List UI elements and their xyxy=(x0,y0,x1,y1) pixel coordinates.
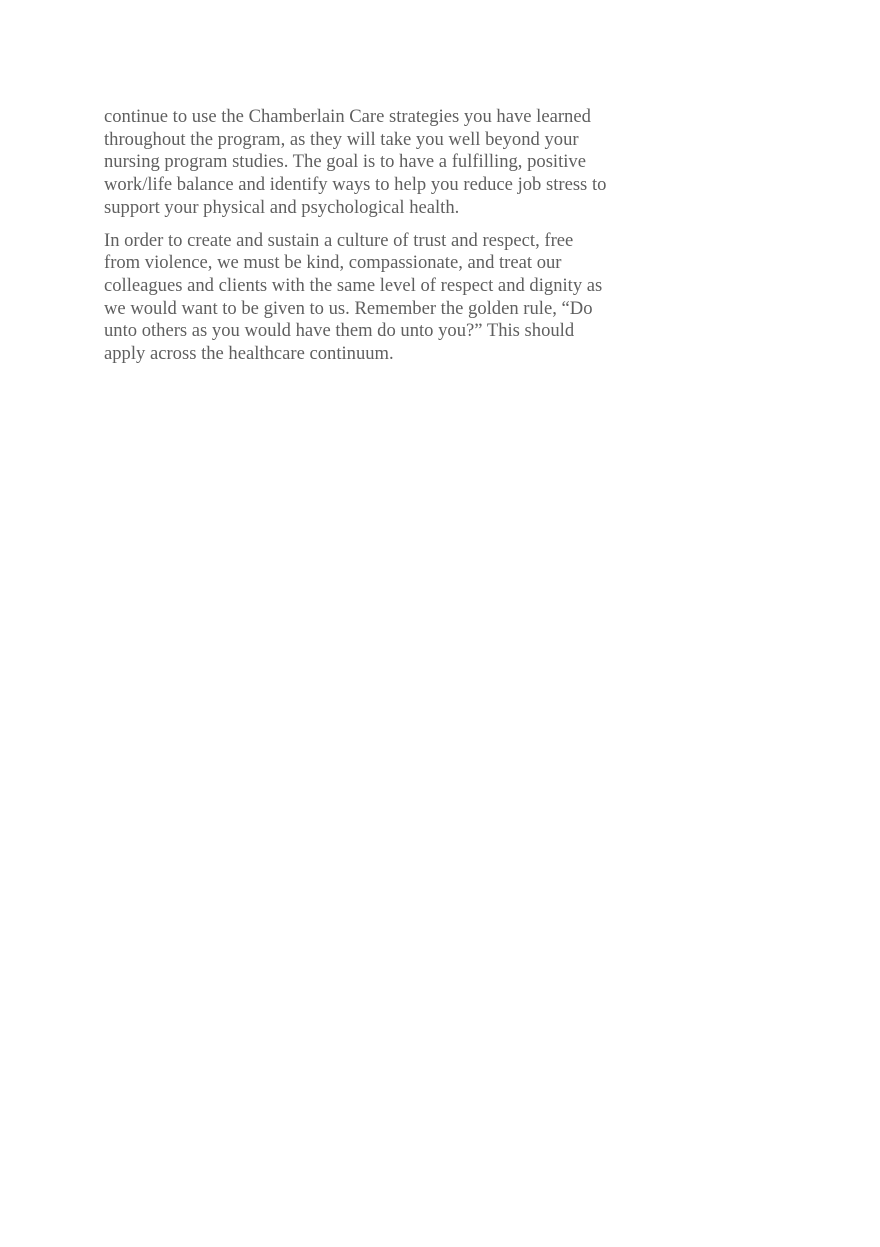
body-text xyxy=(104,106,644,376)
text-line: support your physical and psychological health. xyxy=(104,196,460,218)
text-line: apply across the healthcare continuum. xyxy=(104,343,394,365)
paragraph-culture-of-respect xyxy=(104,230,644,366)
text-line: we would want to be given to us. Remember the golden rule, “Do xyxy=(104,297,593,319)
text-line: continue to use the Chamberlain Care strategies you have learned xyxy=(104,106,591,127)
paragraph-chamberlain-care xyxy=(104,106,644,220)
text-line: work/life balance and identify ways to help you reduce job stress to xyxy=(104,174,607,196)
text-line: from violence, we must be kind, compassionate, and treat our xyxy=(104,252,562,274)
text-line: nursing program studies. The goal is to have a fulfilling, positive xyxy=(104,151,586,173)
text-line: colleagues and clients with the same level of respect and dignity as xyxy=(104,274,603,296)
text-line: In order to create and sustain a culture of trust and respect, free xyxy=(104,229,574,251)
text-line: unto others as you would have them do unto you?” This should xyxy=(104,320,575,342)
text-line: throughout the program, as they will take you well beyond your xyxy=(104,128,579,150)
